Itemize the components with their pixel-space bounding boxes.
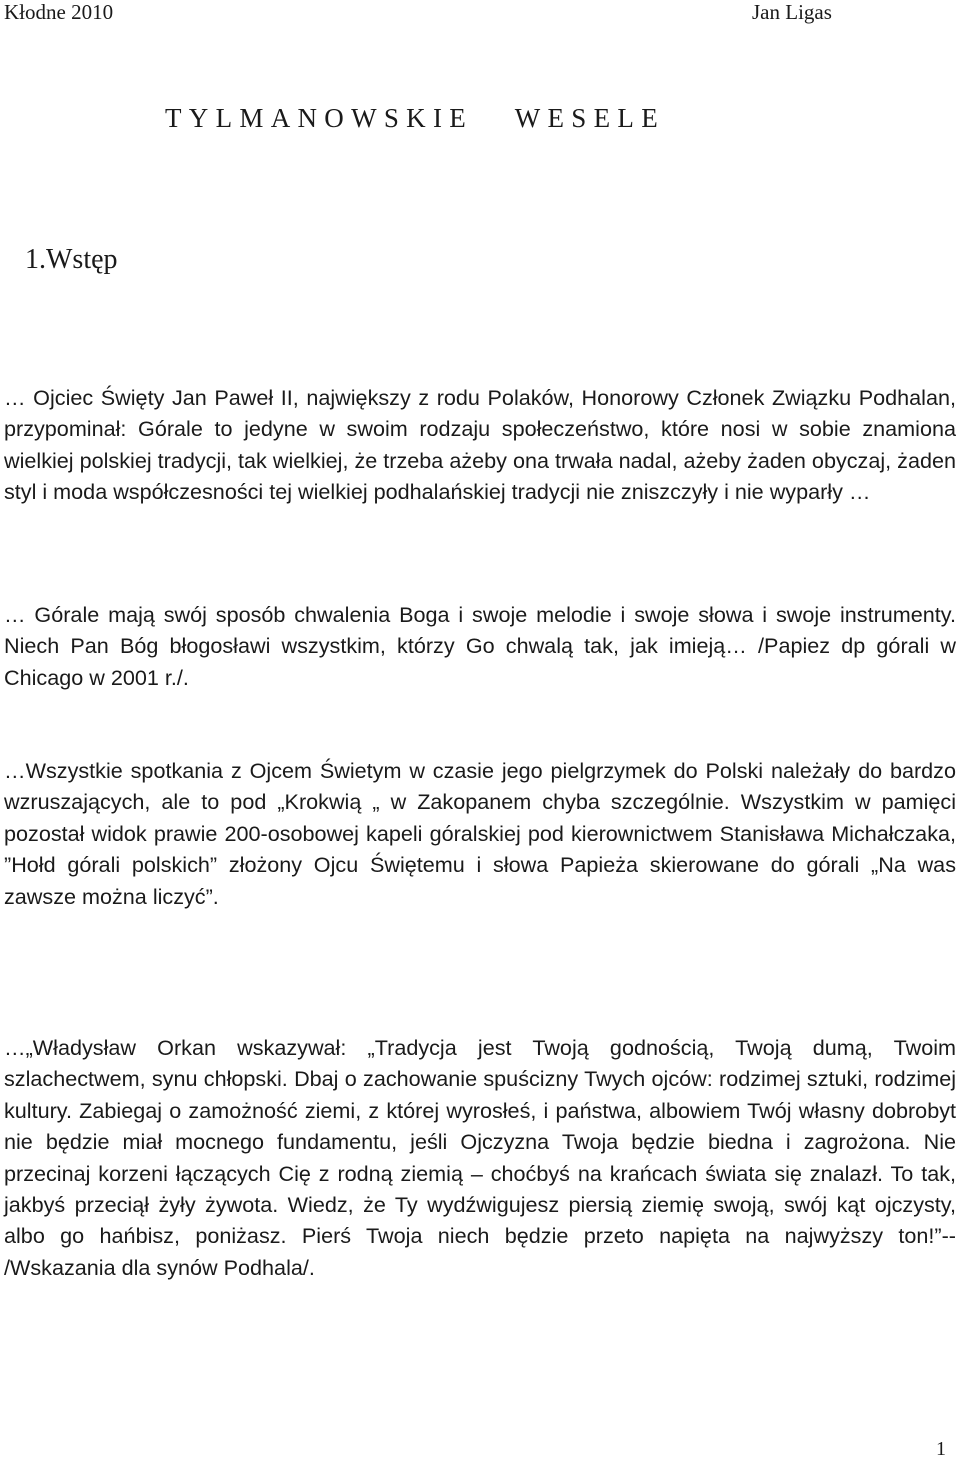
header-place-date: Kłodne 2010 <box>4 0 114 24</box>
paragraph-orkan-quote: …„Władysław Orkan wskazywał: „Tradycja jest Twoją godnością, Twoją dumą, Twoim szlachectwem, synu chłopski. Dbaj o zachowanie spuścizny Twych ojców: rodzimej sztuki, rodzimej kultury. Zabiegaj o zamożność ziemi, z której wyrosłeś, i państwa, albowiem Twój własny dobrobyt nie będzie miał mocnego fundamentu, jeśli Ojczyzna Twoja będzie biedna i zagrożona. Nie przecinaj korzeni łączących Cię z rodną ziemią – choćbyś na krańcach świata się znalazł. To tak, jakbyś przeciął żyły żywota. Wiedz, że Ty wydźwigujesz piersią ziemię swoją, swój kąt ojczysty, albo go hańbisz, poniżasz. Pierś Twoja niech będzie przeto napięta na najwyższy ton!”-- /Wskazania dla synów Podhala/. <box>4 1035 956 1280</box>
document-title: TYLMANOWSKIE WESELE <box>165 103 666 133</box>
paragraph-papal-quote: … Ojciec Święty Jan Paweł II, największy z rodu Polaków, Honorowy Członek Związku Podhalan, przypominał: Górale to jedyne w swoim rodzaju społeczeństwo, które nosi w sobie znamiona wielkiej polskiej tradycji, tak wielkiej, że trzeba ażeby ona trwała nadal, ażeby żaden obyczaj, żaden styl i moda współczesności tej wielkiej podhalańskiej tradycji nie zniszczyły i nie wyparły … <box>4 385 956 505</box>
header-author: Jan Ligas <box>752 0 832 24</box>
page-number: 1 <box>936 1438 946 1460</box>
paragraph-chicago-quote: … Górale mają swój sposób chwalenia Boga i swoje melodie i swoje słowa i swoje instrumenty. Niech Pan Bóg błogosławi wszystkim, którzy Go chwalą tak, jak imieją… /Papiez dp górali w Chicago w 2001 r./. <box>4 602 956 690</box>
section-heading: 1.Wstęp <box>25 244 118 275</box>
paragraph-zakopane-visit: …Wszystkie spotkania z Ojcem Świetym w czasie jego pielgrzymek do Polski należały do bardzo wzruszających, ale to pod „Krokwią „ w Zakopanem chyba szczególnie. Wszystkim w pamięci pozostał widok prawie 200-osobowej kapeli góralskiej pod kierownictwem Stanisława Michałczaka, ”Hołd górali polskich” złożony Ojcu Świętemu i słowa Papieża skierowane do górali „Na was zawsze można liczyć”. <box>4 758 956 909</box>
